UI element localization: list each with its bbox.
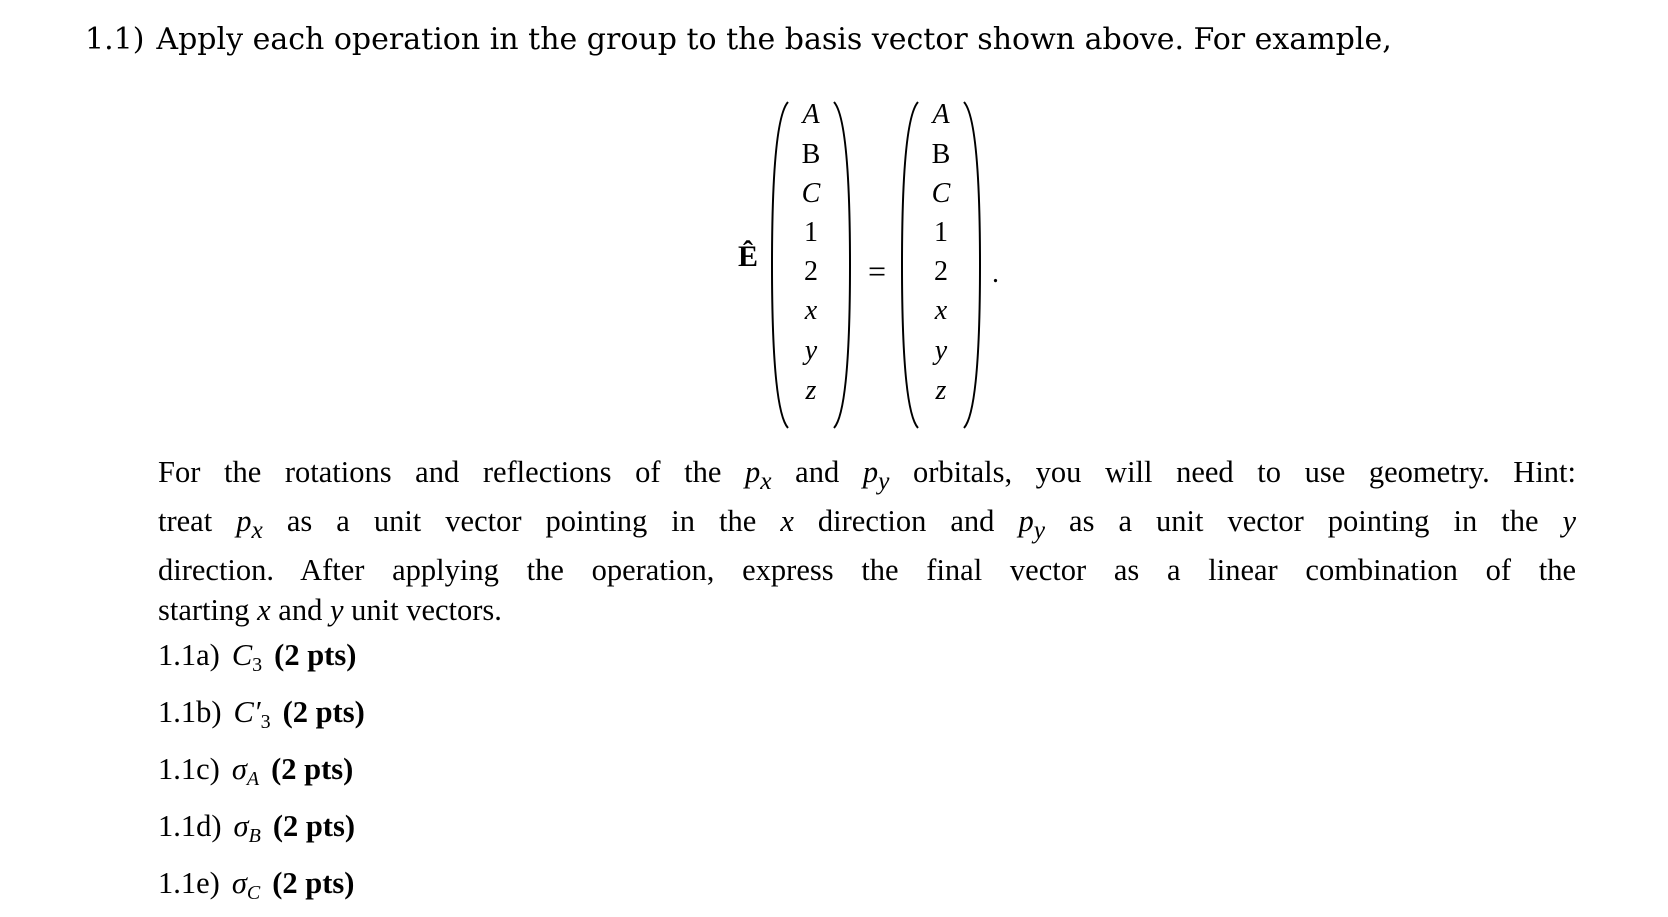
rhs-element: C <box>931 178 951 209</box>
operation-symbol: $\sigma_C$ <box>231 866 261 904</box>
equation-period: . <box>992 258 999 289</box>
points-label: (2 pts) <box>282 695 365 729</box>
sub-question-1-1b <box>158 689 365 746</box>
lhs-element: C <box>801 178 821 209</box>
math-x: x <box>780 504 794 539</box>
rhs-element: 1 <box>934 217 948 248</box>
math-py: $p_y$ <box>1018 504 1045 545</box>
operation-symbol: $C'_3$ <box>233 695 271 733</box>
lhs-element: B <box>801 139 821 170</box>
points-label: (2 pts) <box>272 809 355 843</box>
sub-question-1-1a <box>158 632 365 689</box>
right-paren-icon <box>962 100 982 430</box>
question-heading <box>85 22 1392 57</box>
math-y: y <box>329 593 344 628</box>
sub-question-label: 1.1c) <box>158 752 220 786</box>
sub-question-list <box>158 632 365 917</box>
operator-e-hat: Ê <box>738 240 759 273</box>
question-intro-text: Apply each operation in the group to the basis vector shown above. For example, <box>156 22 1392 57</box>
rhs-element: B <box>931 139 951 170</box>
lhs-vector <box>770 100 852 430</box>
sub-question-label: 1.1a) <box>158 638 220 672</box>
left-paren-icon <box>770 100 790 430</box>
lhs-element: A <box>802 99 820 130</box>
paragraph-line-2 <box>158 501 1576 550</box>
paragraph-line-1 <box>158 452 1576 501</box>
lhs-element: y <box>804 335 818 366</box>
lhs-element: 2 <box>804 256 818 287</box>
math-py: $p_y$ <box>862 455 890 496</box>
operation-symbol: $\sigma_B$ <box>233 809 261 847</box>
question-number: 1.1) <box>85 22 145 57</box>
rhs-element: y <box>934 335 948 366</box>
points-label: (2 pts) <box>274 638 357 672</box>
lhs-element: 1 <box>804 217 818 248</box>
text-run: as a unit vector pointing in the <box>1069 504 1539 539</box>
text-run: orbitals, you will need to use geometry. Hint: <box>912 455 1576 489</box>
sub-question-label: 1.1b) <box>158 695 222 729</box>
paragraph-line-4 <box>158 590 1576 630</box>
text-run: treat <box>158 504 213 539</box>
rhs-element: z <box>935 375 947 406</box>
points-label: (2 pts) <box>271 752 354 786</box>
text-run: and <box>278 593 323 628</box>
left-paren-icon <box>900 100 920 430</box>
text-run: and <box>795 455 840 489</box>
text-run: as a unit vector pointing in the <box>286 504 757 539</box>
sub-question-1-1c <box>158 746 365 803</box>
text-run: direction and <box>817 504 995 539</box>
rhs-element: A <box>932 99 950 130</box>
math-px: $p_x$ <box>745 455 772 496</box>
math-x: x <box>257 593 271 628</box>
lhs-element: z <box>805 375 817 406</box>
rhs-vector <box>900 100 982 430</box>
operation-symbol: $\sigma_A$ <box>231 752 260 790</box>
paragraph-line-3: direction. After applying the operation, express the final vector as a linear combination of the <box>158 553 1576 588</box>
sub-question-label: 1.1d) <box>158 809 222 843</box>
math-y: y <box>1562 504 1577 539</box>
instructions-paragraph <box>158 452 1576 630</box>
text-run: For the rotations and reflections of the <box>158 455 722 489</box>
lhs-element: x <box>804 295 818 326</box>
example-equation <box>0 100 1668 440</box>
right-paren-icon <box>832 100 852 430</box>
points-label: (2 pts) <box>272 866 355 900</box>
operation-symbol: $C_3$ <box>231 638 263 676</box>
sub-question-label: 1.1e) <box>158 866 220 900</box>
text-run: unit vectors. <box>351 593 502 628</box>
text-run: starting <box>158 593 250 628</box>
equals-sign: = <box>868 253 887 289</box>
rhs-element: x <box>934 295 948 326</box>
sub-question-1-1d <box>158 803 365 860</box>
sub-question-1-1e <box>158 860 365 917</box>
rhs-element: 2 <box>934 256 948 287</box>
math-px: $p_x$ <box>236 504 263 545</box>
